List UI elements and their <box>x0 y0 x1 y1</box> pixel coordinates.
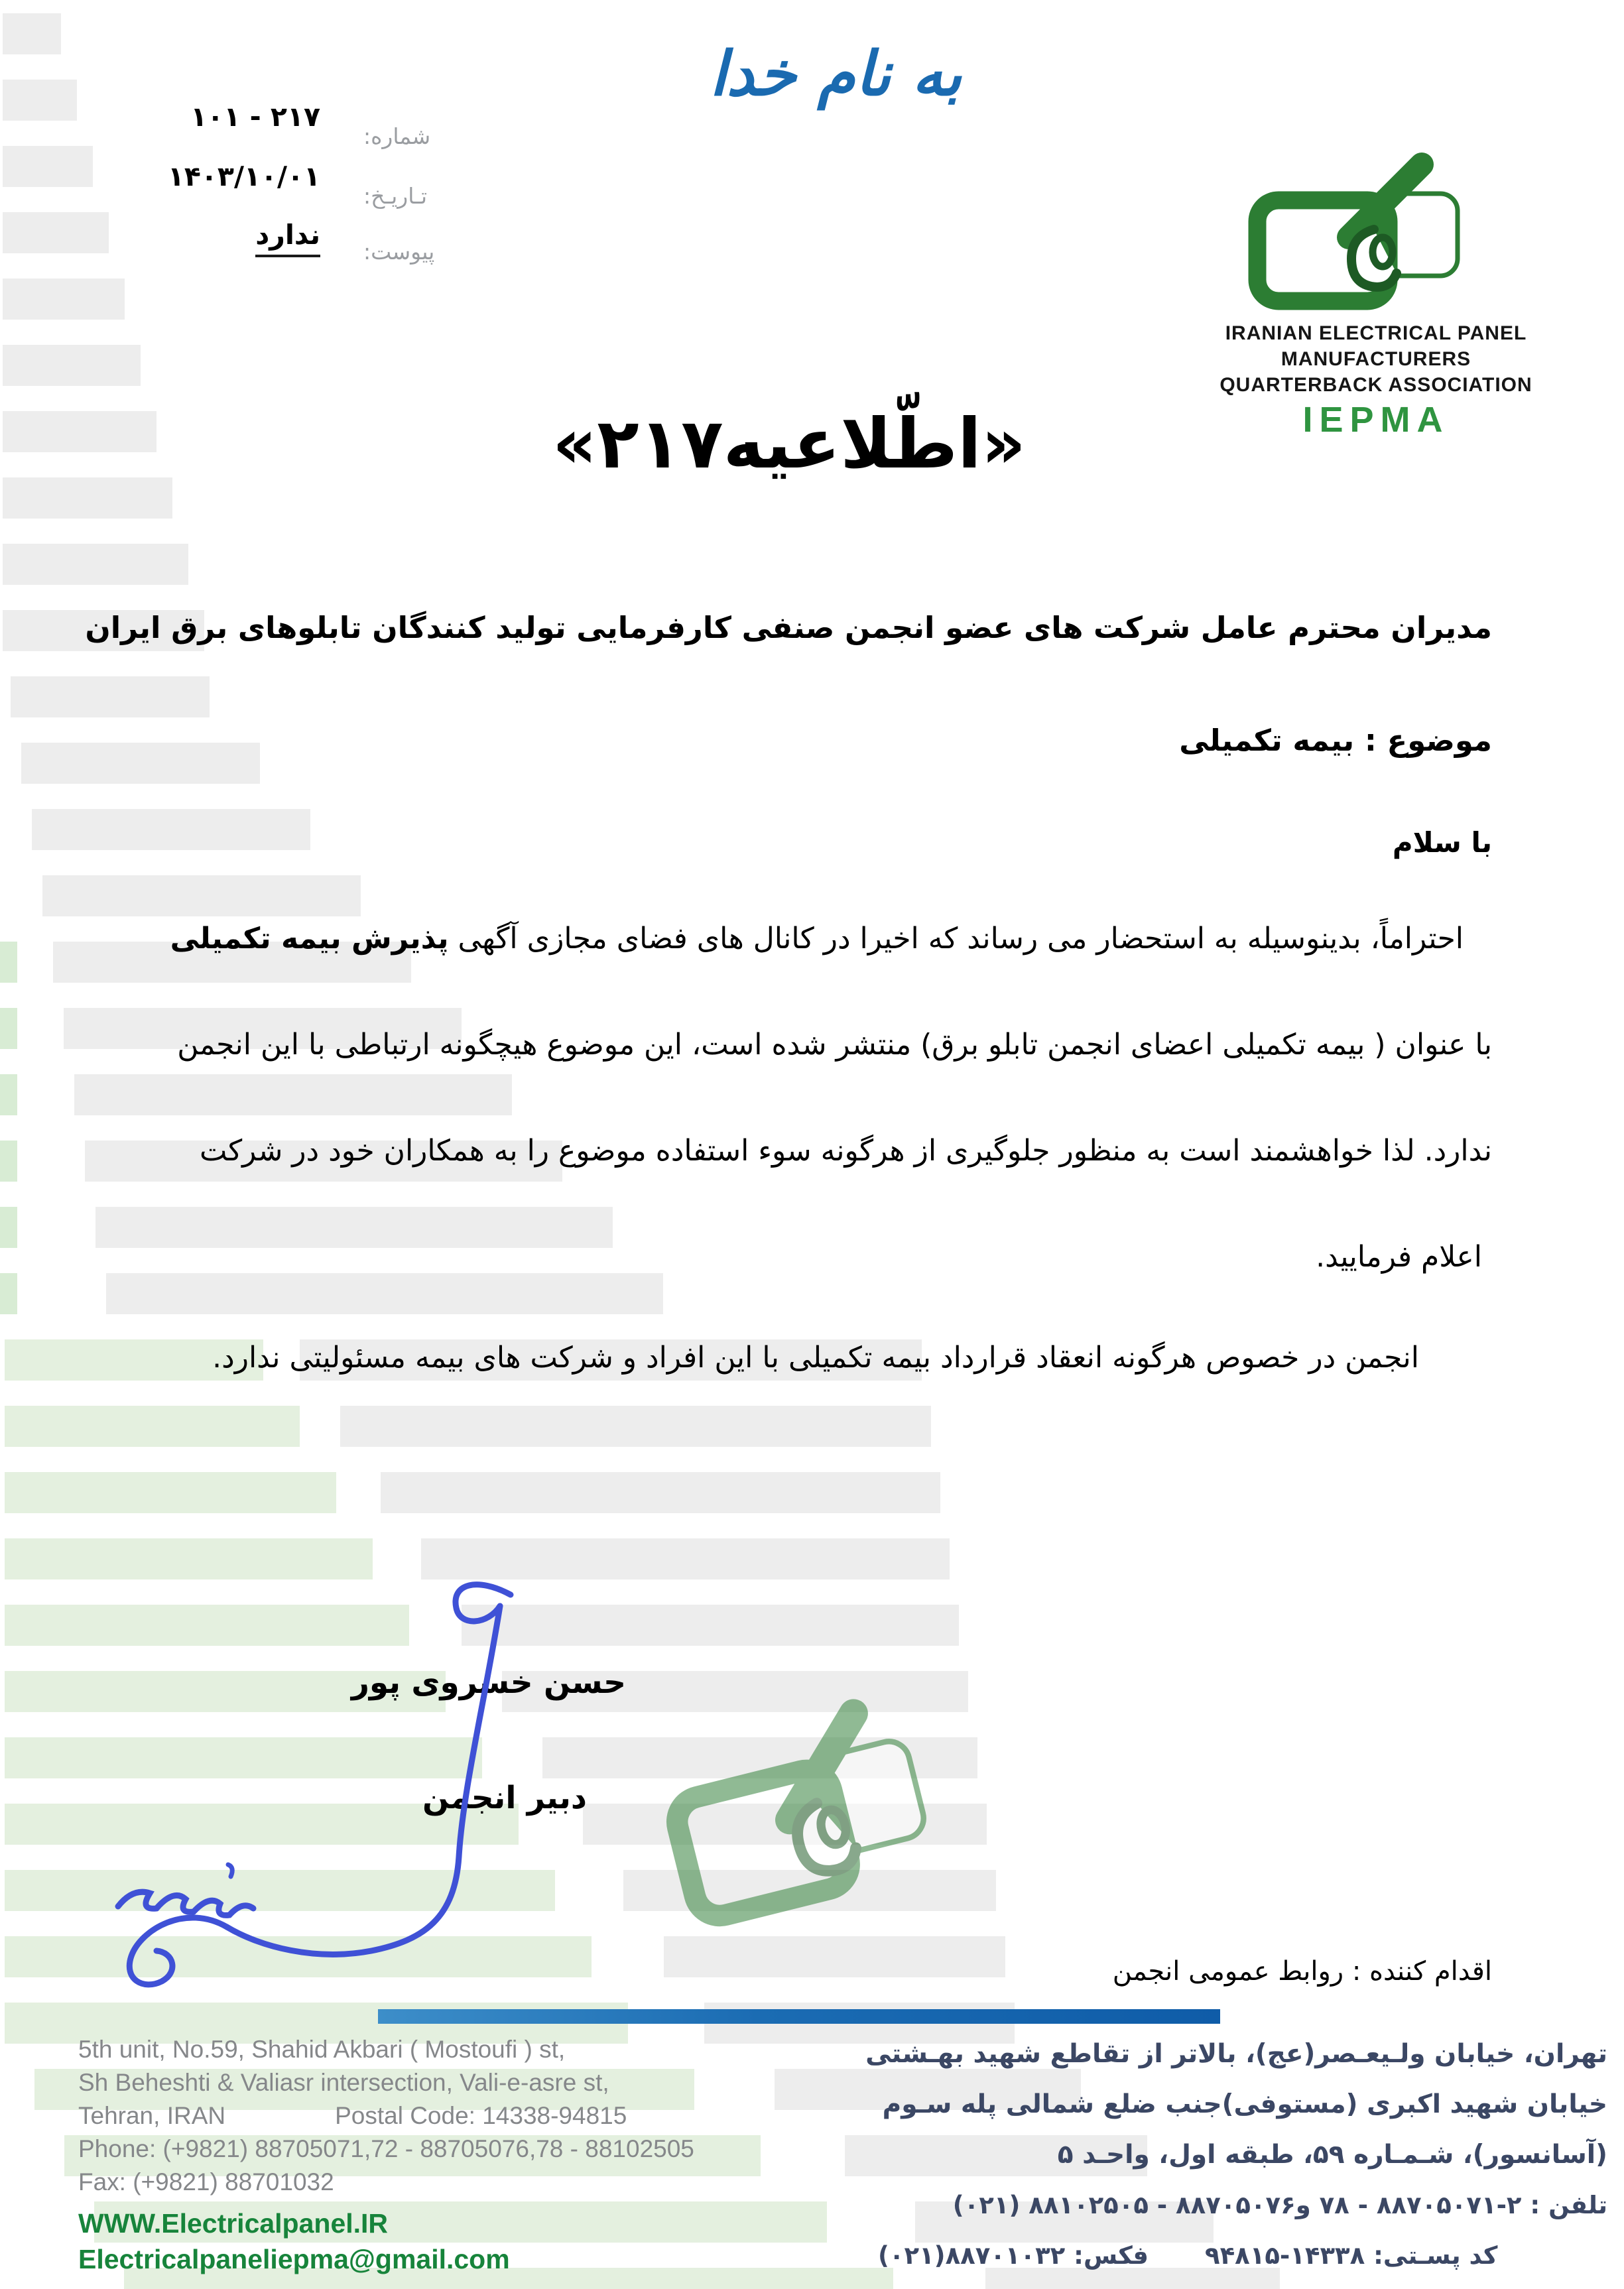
footer-persian <box>865 2029 1607 2281</box>
footer-website-link[interactable]: WWW.Electricalpanel.IR <box>78 2208 389 2239</box>
logo-text-line3: QUARTERBACK ASSOCIATION <box>1219 374 1532 396</box>
footer-divider-line <box>378 2009 1220 2024</box>
footer-fa-address1: تهران، خیابان ولـیعـصر(عج)، بالاتر از تقاطع شهید بهـشتی <box>865 2039 1607 2069</box>
paragraph2: انجمن در خصوص هرگونه انعقاد قرارداد بیمه تکمیلی با این افراد و شرکت های بیمه مسئولیتی ندارد. <box>212 1341 1419 1375</box>
footer-en-address1: 5th unit, No.59, Shahid Akbari ( Mostoufi ) st, <box>78 2036 566 2063</box>
logo-acronym: IEPMA <box>1302 400 1450 440</box>
svg-text:انجمن صنفی کارفرمایی تولید کنن <box>1180 44 1190 50</box>
footer-fa-phone: تلفن : ۲-۸۸۷۰۵۰۷۱ - ۷۸ و۸۸۷۰۵۰۷۶ - ۸۸۱۰۲۵۰۵ (۰۲۱) <box>952 2191 1607 2219</box>
watermark-arc-text: انجمن صنفی کارفرمایی تولید کنندگان تابلوهای برق ایران <box>546 1623 577 1657</box>
logo-arc-text <box>1180 44 1190 50</box>
paragraph1-line1-bold: پذیرش بیمه تکمیلی <box>170 922 449 956</box>
letter-number-value: ۱۰۱ - ۲۱۷ <box>190 101 320 133</box>
letter-date-value: ۱۴۰۳/۱۰/۰۱ <box>167 160 320 192</box>
footer-fa-postal: کد پسـتی: ۱۴۳۳۸-۹۴۸۱۵ <box>1205 2241 1498 2270</box>
footer-fa-fax-postal <box>878 2231 1607 2281</box>
paragraph1-line1 <box>170 922 1464 956</box>
footer-en-phone: Phone: (+9821) 88705071,72 - 88705076,78 - 88102505 <box>78 2135 694 2162</box>
announcement-title: «اطّلاعیه۲۱۷» <box>552 403 1026 484</box>
besmellah-calligraphy: به نام خدا <box>710 38 962 109</box>
paragraph1-line3: ندارد. لذا خواهشمند است به منظور جلوگیری از هرگونه سوء استفاده موضوع را به همکاران خود در شرکت <box>200 1134 1492 1168</box>
handwritten-signature <box>80 1572 584 2009</box>
letter-attachment-label: پیوست: <box>363 239 435 265</box>
footer-email-link[interactable]: Electricalpaneliepma@gmail.com <box>78 2244 510 2274</box>
logo-text-line2: MANUFACTURERS <box>1280 348 1471 370</box>
signer-name: حسن خسروی پور <box>351 1664 626 1701</box>
letter-date-label: تـاریـخ: <box>363 183 428 209</box>
action-by-line: اقدام کننده : روابط عمومی انجمن <box>1112 1956 1492 1987</box>
footer-fa-address3: (آسانسور)، شـمـاره ۵۹، طبقه اول، واحـد ۵ <box>1057 2140 1607 2170</box>
signer-role: دبیر انجمن <box>422 1780 587 1816</box>
logo-emblem-icon <box>1180 44 1572 322</box>
footer-en-address3 <box>78 2099 874 2133</box>
paragraph1-line4: اعلام فرمایید. <box>1316 1240 1482 1274</box>
footer-en-fax: Fax: (+9821) 88701032 <box>78 2168 334 2196</box>
paragraph1-line1-regular: احتراماً، بدینوسیله به استحضار می رساند که اخیرا در کانال های فضای مجازی آگهی <box>448 922 1464 956</box>
footer-en-postal-code: Postal Code: 14338-94815 <box>335 2102 627 2129</box>
letter-number-label: شماره: <box>363 123 431 149</box>
footer-fa-fax: فکس: ۸۸۷۰۱۰۳۲(۰۲۱) <box>878 2241 1149 2270</box>
footer-en-address2: Sh Beheshti & Valiasr intersection, Vali-e-asre st, <box>78 2069 609 2096</box>
letter-attachment-value: ندارد <box>255 219 320 257</box>
footer-english <box>78 2033 874 2277</box>
footer-fa-address2: خیابان شهید اکبری (مستوفی)جنب ضلع شمالی پله سـوم <box>882 2089 1607 2119</box>
paragraph1-line2: با عنوان ( بیمه تکمیلی اعضای انجمن تابلو برق) منتشر شده است، این موضوع هیچگونه ارتباطی با این انجمن <box>177 1028 1492 1062</box>
addressee-line: مدیران محترم عامل شرکت های عضو انجمن صنفی کارفرمایی تولید کنندگان تابلوهای برق ایران <box>85 610 1492 645</box>
logo-text-line1: IRANIAN ELECTRICAL PANEL <box>1225 322 1527 344</box>
subject-line: موضوع : بیمه تکمیلی <box>1179 723 1492 758</box>
salutation: با سلام <box>1392 826 1492 859</box>
association-logo <box>1180 44 1572 458</box>
footer-en-city: Tehran, IRAN <box>78 2102 226 2129</box>
